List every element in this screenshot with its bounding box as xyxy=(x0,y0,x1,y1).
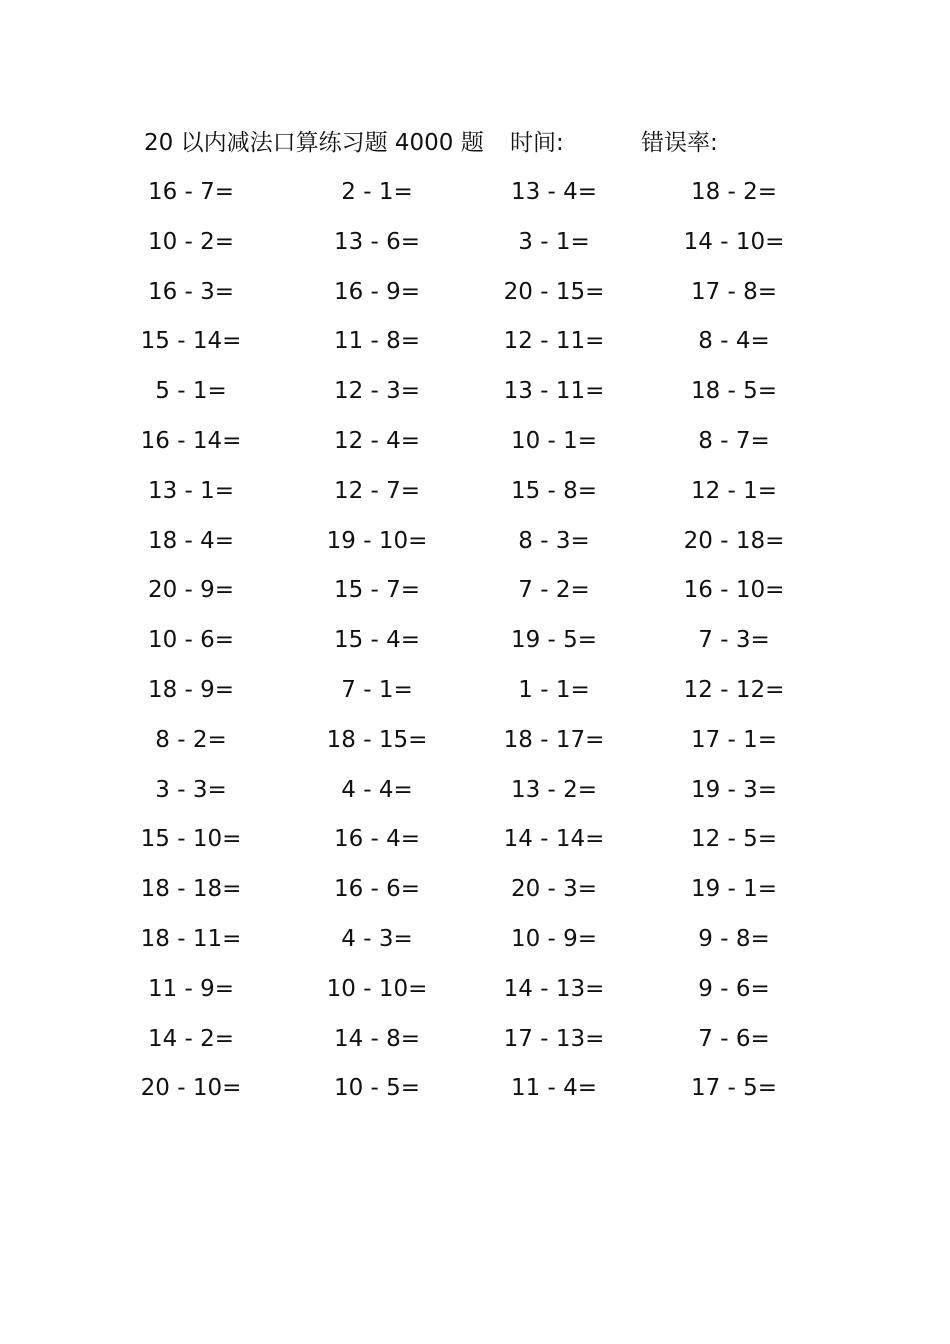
problem-row xyxy=(0,423,950,473)
problem-item: 16 - 10= xyxy=(683,577,785,604)
problem-item: 16 - 7= xyxy=(147,179,235,205)
problem-grid xyxy=(0,174,950,1120)
problem-item: 17 - 5= xyxy=(690,1075,778,1102)
problem-item: 7 - 1= xyxy=(341,676,413,703)
problem-item: 20 - 10= xyxy=(140,1075,242,1102)
problem-item: 1 - 1= xyxy=(518,676,590,703)
problem-item: 5 - 1= xyxy=(155,378,227,405)
problem-row xyxy=(0,274,950,324)
problem-item: 7 - 3= xyxy=(698,627,770,654)
error-rate-label: 错误率: xyxy=(641,130,718,156)
problem-item: 15 - 4= xyxy=(333,627,421,654)
problem-row xyxy=(0,622,950,672)
problem-item: 10 - 9= xyxy=(510,925,598,952)
problem-item: 13 - 11= xyxy=(503,378,605,405)
problem-row xyxy=(0,523,950,573)
problem-row xyxy=(0,174,950,224)
problem-item: 10 - 6= xyxy=(147,627,235,654)
problem-item: 2 - 1= xyxy=(341,179,413,205)
problem-item: 17 - 13= xyxy=(503,1025,605,1052)
problem-item: 20 - 18= xyxy=(683,527,785,554)
problem-item: 14 - 14= xyxy=(503,826,605,853)
problem-item: 3 - 1= xyxy=(518,228,590,255)
problem-item: 12 - 12= xyxy=(683,676,785,703)
problem-item: 9 - 6= xyxy=(698,975,770,1002)
worksheet-title: 20 以内减法口算练习题 4000 题 xyxy=(144,130,484,156)
problem-item: 18 - 18= xyxy=(140,876,242,903)
problem-item: 14 - 10= xyxy=(683,228,785,255)
problem-item: 13 - 1= xyxy=(147,477,235,504)
problem-item: 14 - 8= xyxy=(333,1025,421,1052)
problem-item: 19 - 5= xyxy=(510,627,598,654)
problem-item: 13 - 2= xyxy=(510,776,598,803)
problem-row xyxy=(0,373,950,423)
problem-item: 8 - 3= xyxy=(518,527,590,554)
problem-item: 10 - 5= xyxy=(333,1075,421,1102)
problem-item: 18 - 4= xyxy=(147,527,235,554)
problem-item: 16 - 3= xyxy=(147,278,235,305)
problem-item: 12 - 1= xyxy=(690,477,778,504)
problem-row xyxy=(0,821,950,871)
problem-item: 4 - 4= xyxy=(341,776,413,803)
problem-item: 7 - 6= xyxy=(698,1025,770,1052)
problem-item: 18 - 2= xyxy=(690,179,778,205)
problem-item: 15 - 8= xyxy=(510,477,598,504)
problem-row xyxy=(0,473,950,523)
problem-item: 16 - 4= xyxy=(333,826,421,853)
problem-row xyxy=(0,1021,950,1071)
problem-item: 13 - 4= xyxy=(510,179,598,205)
problem-item: 14 - 2= xyxy=(147,1025,235,1052)
problem-row xyxy=(0,323,950,373)
problem-item: 18 - 9= xyxy=(147,676,235,703)
problem-item: 12 - 5= xyxy=(690,826,778,853)
problem-item: 20 - 15= xyxy=(503,278,605,305)
problem-item: 12 - 4= xyxy=(333,427,421,454)
problem-item: 4 - 3= xyxy=(341,925,413,952)
problem-item: 12 - 7= xyxy=(333,477,421,504)
problem-row xyxy=(0,921,950,971)
problem-item: 17 - 8= xyxy=(690,278,778,305)
problem-item: 9 - 8= xyxy=(698,925,770,952)
problem-item: 20 - 9= xyxy=(147,577,235,604)
problem-item: 16 - 6= xyxy=(333,876,421,903)
problem-item: 18 - 15= xyxy=(326,726,428,753)
problem-item: 8 - 4= xyxy=(698,328,770,355)
problem-item: 17 - 1= xyxy=(690,726,778,753)
problem-item: 20 - 3= xyxy=(510,876,598,903)
problem-item: 12 - 3= xyxy=(333,378,421,405)
time-label: 时间: xyxy=(510,130,564,156)
problem-item: 11 - 4= xyxy=(510,1075,598,1102)
problem-item: 11 - 9= xyxy=(147,975,235,1002)
problem-row xyxy=(0,672,950,722)
problem-item: 13 - 6= xyxy=(333,228,421,255)
problem-item: 19 - 3= xyxy=(690,776,778,803)
problem-row xyxy=(0,971,950,1021)
problem-item: 10 - 2= xyxy=(147,228,235,255)
problem-item: 14 - 13= xyxy=(503,975,605,1002)
problem-row xyxy=(0,871,950,921)
problem-item: 18 - 17= xyxy=(503,726,605,753)
problem-item: 11 - 8= xyxy=(333,328,421,355)
problem-item: 16 - 9= xyxy=(333,278,421,305)
problem-item: 19 - 10= xyxy=(326,527,428,554)
problem-item: 10 - 1= xyxy=(510,427,598,454)
problem-item: 16 - 14= xyxy=(140,427,242,454)
problem-row xyxy=(0,1070,950,1120)
problem-item: 15 - 10= xyxy=(140,826,242,853)
problem-row xyxy=(0,772,950,822)
problem-item: 15 - 14= xyxy=(140,328,242,355)
problem-item: 7 - 2= xyxy=(518,577,590,604)
problem-item: 19 - 1= xyxy=(690,876,778,903)
problem-item: 3 - 3= xyxy=(155,776,227,803)
problem-row xyxy=(0,722,950,772)
problem-item: 18 - 11= xyxy=(140,925,242,952)
problem-item: 18 - 5= xyxy=(690,378,778,405)
problem-item: 12 - 11= xyxy=(503,328,605,355)
problem-row xyxy=(0,224,950,274)
problem-item: 15 - 7= xyxy=(333,577,421,604)
problem-item: 10 - 10= xyxy=(326,975,428,1002)
problem-item: 8 - 7= xyxy=(698,427,770,454)
problem-item: 8 - 2= xyxy=(155,726,227,753)
problem-row xyxy=(0,572,950,622)
worksheet-header xyxy=(144,125,844,161)
